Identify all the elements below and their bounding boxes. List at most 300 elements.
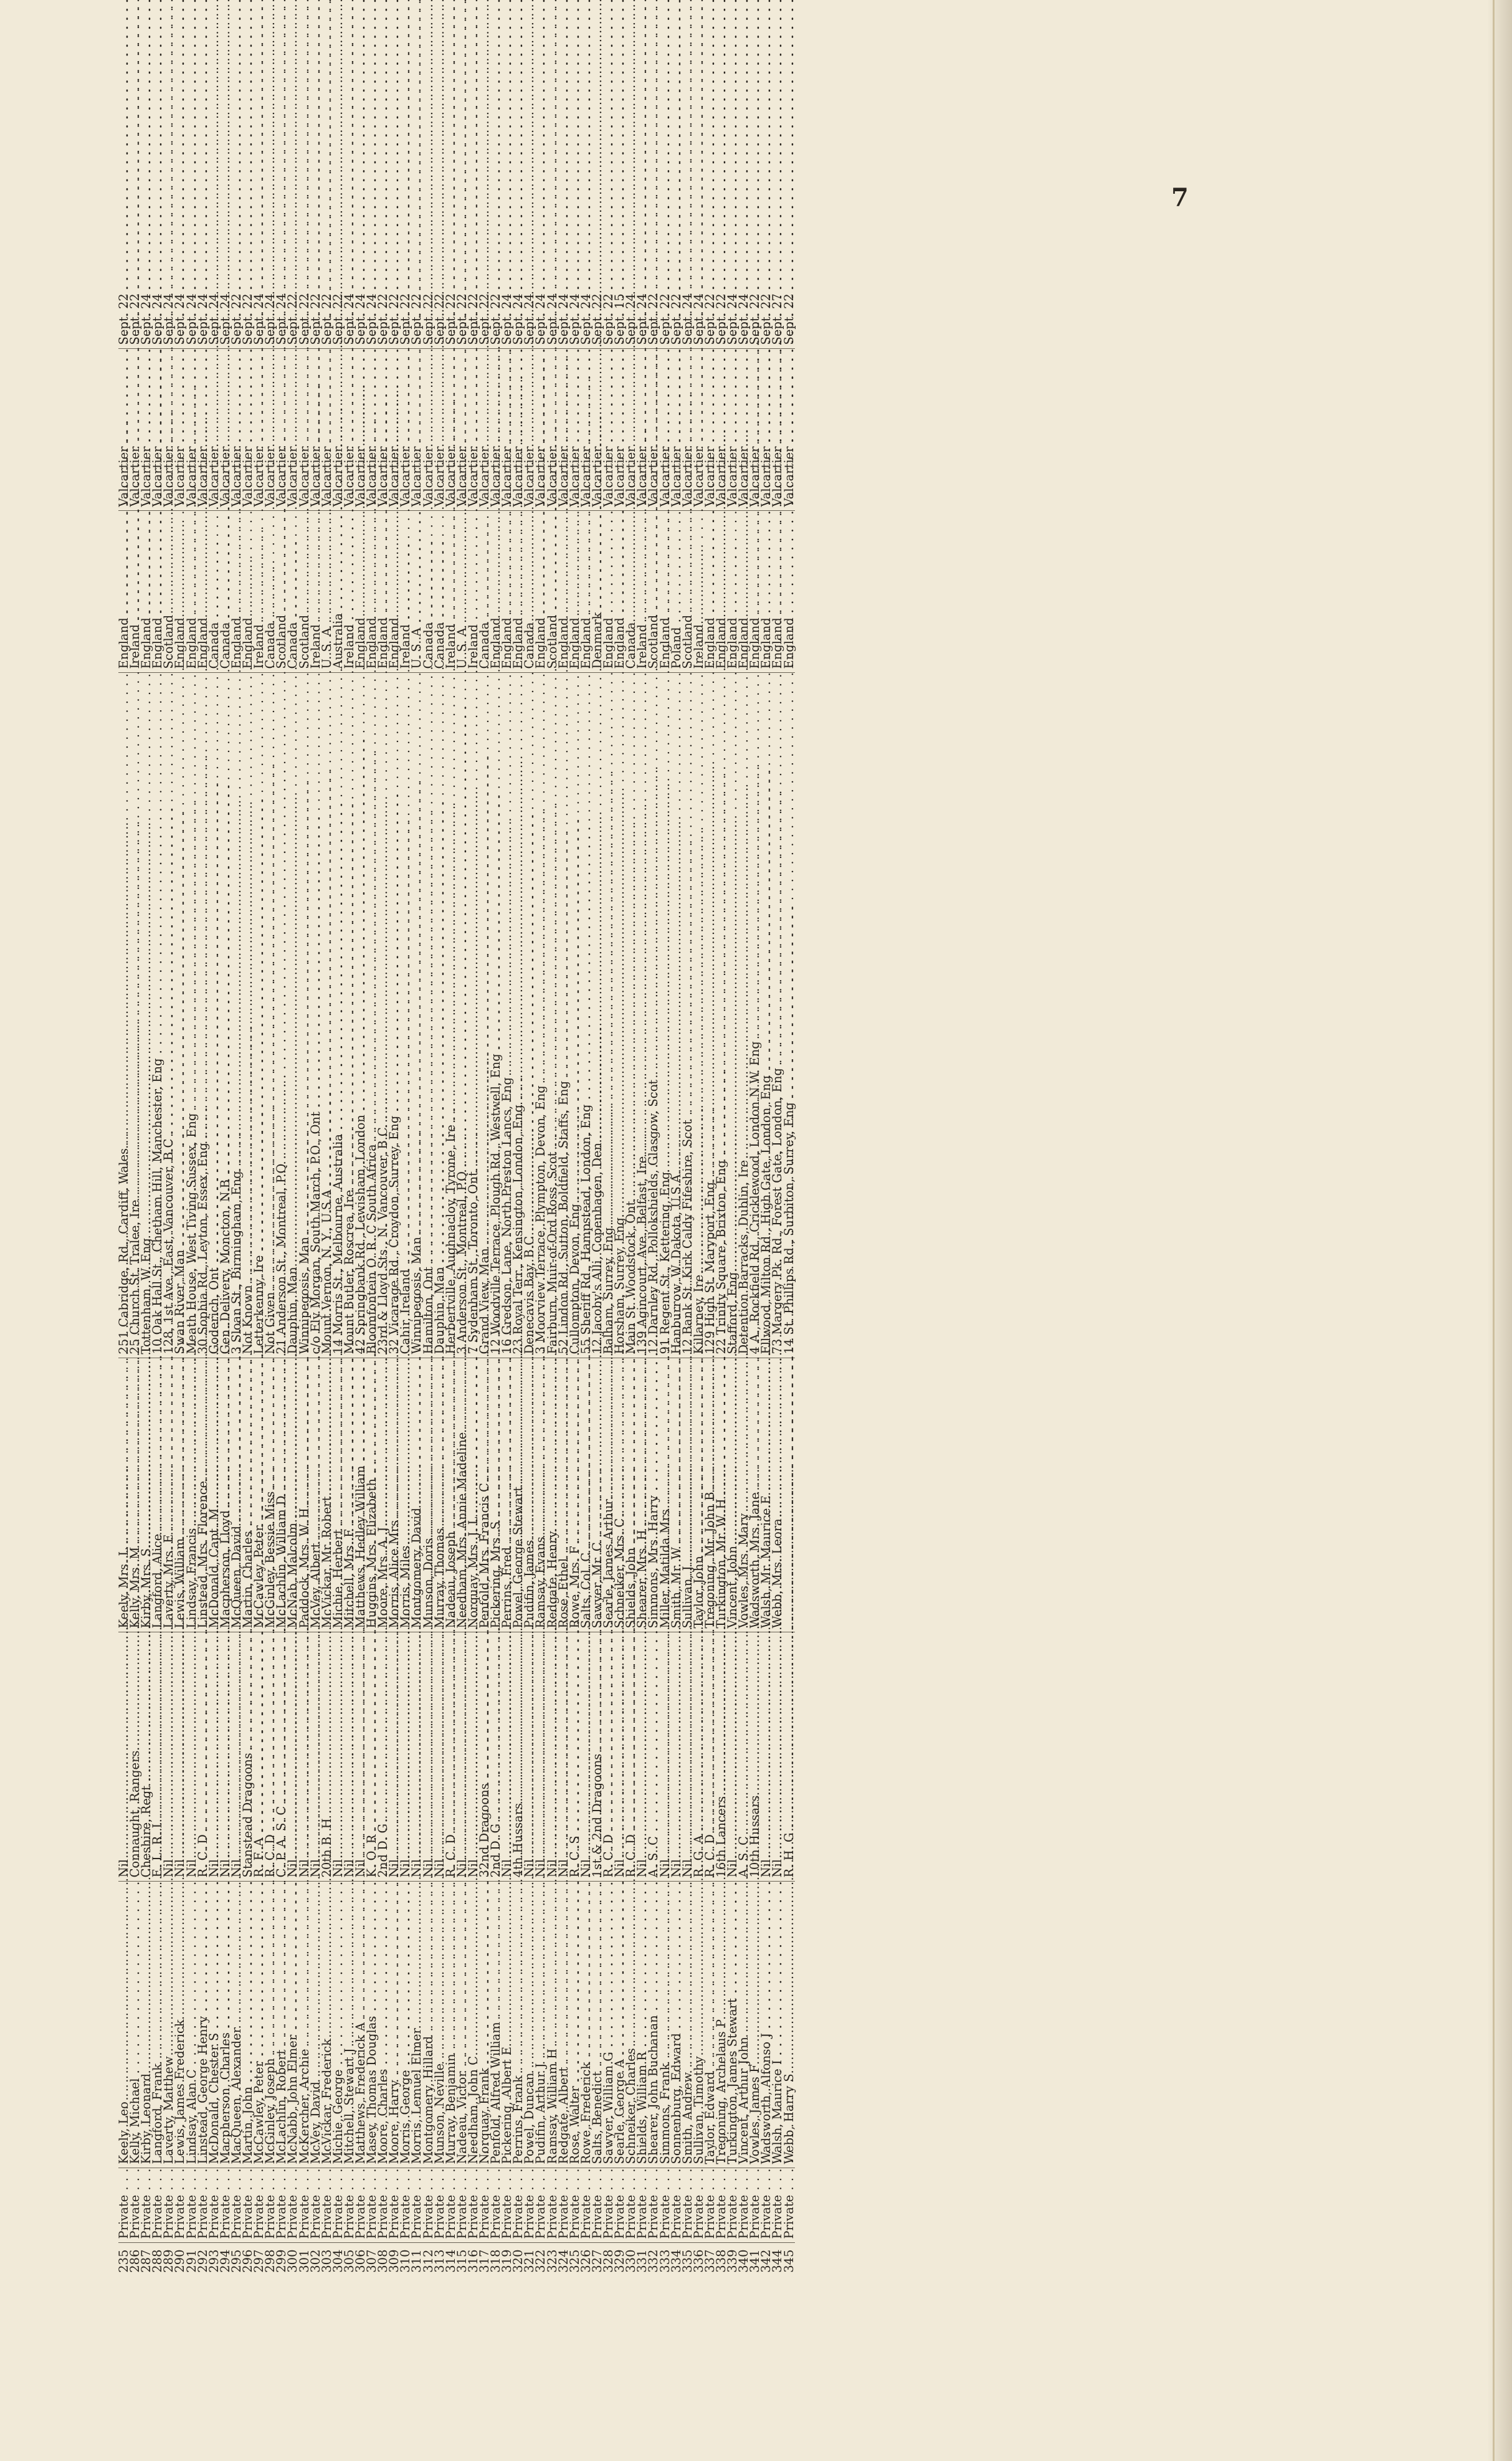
- roster-table: [118, 231, 795, 2305]
- kin-address: Denecavis Bay, B.C . . .: [524, 673, 535, 1358]
- next-of-kin: Schneiker, Mrs. C . . .: [614, 1358, 625, 1632]
- next-of-kin: Sawyer, Mr. C . . .: [592, 1358, 603, 1632]
- regimental-number: 311: [411, 2243, 422, 2305]
- regimental-number: 298: [265, 2243, 276, 2305]
- enlistment-date: Sept. 24: [725, 293, 740, 345]
- regimental-number: 345: [784, 2243, 795, 2305]
- soldier-name: Vowles, James F . . .: [749, 1882, 761, 2168]
- former-unit: Nil . . .: [423, 1632, 434, 1882]
- birth-country: Scotland . . .: [648, 511, 659, 673]
- birth-country: England . . .: [152, 511, 163, 673]
- soldier-name: McVickar, Frederick . . .: [321, 1882, 333, 2168]
- enlistment-date: Sept. 24: [624, 293, 639, 345]
- birth-country: Ireland . . .: [468, 511, 479, 673]
- soldier-name: Powel, Duncan . . .: [524, 1882, 535, 2168]
- rank: Private . . .: [705, 2168, 716, 2243]
- birth-country: Canada . . .: [524, 511, 535, 673]
- soldier-name: Nadeau, Victor . . .: [457, 1882, 468, 2168]
- former-unit: R. C. D . . .: [445, 1632, 457, 1882]
- regimental-number: 304: [333, 2243, 344, 2305]
- soldier-name: Matthews, Frederick A . . .: [355, 1882, 366, 2168]
- former-unit: R. C. D . . .: [603, 1632, 614, 1882]
- kin-address: 22 Trinity Square, Brixton, Eng . . .: [716, 673, 727, 1358]
- next-of-kin: Nadeau, Joseph . . .: [445, 1358, 457, 1632]
- enlistment-date: Sept. 24: [274, 293, 289, 345]
- regimental-number: 288: [152, 2243, 163, 2305]
- kin-address: 21 Anderson St., Montreal, P.Q . . .: [276, 673, 287, 1358]
- rank: Private . . .: [535, 2168, 546, 2243]
- kin-address: 32 Vicarage Rd., Croydon, Surrey, Eng . . .: [389, 673, 400, 1358]
- former-unit: Nil . . .: [524, 1632, 535, 1882]
- regimental-number: 324: [558, 2243, 569, 2305]
- soldier-name: Walsh, Maurice I . . .: [772, 1882, 783, 2168]
- next-of-kin: Vincent, John . . .: [727, 1358, 738, 1632]
- kin-address: Meath House, West Tiving Sussex, Eng . . .: [186, 673, 197, 1358]
- rank: Private . . .: [716, 2168, 727, 2243]
- enlistment-date: Sept. 24: [150, 293, 165, 345]
- regimental-number: 306: [355, 2243, 366, 2305]
- enlistment-place: Valcartier . . .: [603, 349, 614, 511]
- birth-country: England . . .: [581, 511, 592, 673]
- soldier-name: Linstead, George Henry . . .: [197, 1882, 209, 2168]
- regimental-number: 323: [547, 2243, 558, 2305]
- birth-country: England . . .: [366, 511, 378, 673]
- birth-country: England . . .: [197, 511, 209, 673]
- former-unit: R. G. A . . .: [693, 1632, 705, 1882]
- next-of-kin: Ramsay, Evans . . .: [535, 1358, 546, 1632]
- enlistment-place: Valcartier . . .: [411, 349, 422, 511]
- birth-country: U. S. A . . .: [457, 511, 468, 673]
- kin-address: 55 Sheriff Rd., Hampstead, London, Eng . . .: [581, 673, 592, 1358]
- soldier-name: McCawley, Peter . . .: [254, 1882, 265, 2168]
- next-of-kin: Sullivan, J . . .: [682, 1358, 693, 1632]
- enlistment-date: Sept. 22: [240, 293, 255, 345]
- soldier-name: Ramsay, William H . . .: [547, 1882, 558, 2168]
- soldier-name: Penfold, Alfred William . . .: [490, 1882, 502, 2168]
- birth-country: Scotland . . .: [299, 511, 310, 673]
- rank: Private . . .: [276, 2168, 287, 2243]
- enlistment-place: Valcartier . . .: [513, 349, 524, 511]
- kin-address: Hamilton, Ont . . .: [423, 673, 434, 1358]
- enlistment-date: Sept. 22: [759, 293, 774, 345]
- former-unit: Nil . . .: [400, 1632, 411, 1882]
- birth-country: England . . .: [378, 511, 389, 673]
- enlistment-date: Sept. 22: [387, 293, 402, 345]
- regimental-number: 303: [321, 2243, 333, 2305]
- rank: Private . . .: [682, 2168, 693, 2243]
- enlistment-place: Valcartier . . .: [445, 349, 457, 511]
- soldier-name: Searle, George A . . .: [614, 1882, 625, 2168]
- next-of-kin: Lewis, William . . .: [174, 1358, 186, 1632]
- birth-country: England . . .: [761, 511, 772, 673]
- former-unit: K. O. R . . .: [366, 1632, 378, 1882]
- former-unit: Nil . . .: [299, 1632, 310, 1882]
- enlistment-date: Sept. 22: [781, 293, 796, 345]
- kin-address: Killarney, Ire . . .: [693, 673, 705, 1358]
- soldier-name: McGinley, Joseph . . .: [265, 1882, 276, 2168]
- next-of-kin: McVickar, Mr. Robert . . .: [321, 1358, 333, 1632]
- soldier-name: Lewis, James Frederick . . .: [174, 1882, 186, 2168]
- rank: Private . . .: [333, 2168, 344, 2243]
- next-of-kin: Morris, Alice Mrs . . .: [389, 1358, 400, 1632]
- kin-address: 12 Jacoby's Alli, Copenhagen, Den . . .: [592, 673, 603, 1358]
- rank: Private . . .: [287, 2168, 298, 2243]
- enlistment-place: Valcartier . . .: [727, 349, 738, 511]
- birth-country: Canada . . .: [209, 511, 220, 673]
- enlistment-date: Sept. 22: [488, 293, 503, 345]
- enlistment-date: Sept. 24: [173, 293, 188, 345]
- enlistment-date: Sept. 24: [556, 293, 571, 345]
- next-of-kin: Keely, Mrs. L . . .: [118, 1358, 130, 1632]
- soldier-name: Langford, Frank . . .: [152, 1882, 163, 2168]
- rank: Private . . .: [625, 2168, 637, 2243]
- rank: Private . . .: [569, 2168, 581, 2243]
- birth-country: England . . .: [355, 511, 366, 673]
- rank: Private . . .: [648, 2168, 659, 2243]
- next-of-kin: Martin, Charles . . .: [242, 1358, 254, 1632]
- soldier-name: Morris, Lemuel Elmer . . .: [411, 1882, 422, 2168]
- next-of-kin: Huggins, Mrs. Elizabeth . . .: [366, 1358, 378, 1632]
- enlistment-place: Valcartier . . .: [378, 349, 389, 511]
- next-of-kin: Rose, Ethel . . .: [558, 1358, 569, 1632]
- kin-address: 129 High St. Maryport, Eng . . .: [705, 673, 716, 1358]
- enlistment-date: Sept. 22: [376, 293, 391, 345]
- enlistment-place: Valcartier . . .: [558, 349, 569, 511]
- former-unit: Nil . . .: [118, 1632, 130, 1882]
- enlistment-place: Valcartier . . .: [163, 349, 174, 511]
- soldier-name: Shearer, John Buchanan . . .: [648, 1882, 659, 2168]
- enlistment-date: Sept. 24: [195, 293, 210, 345]
- enlistment-date: Sept. 22: [409, 293, 424, 345]
- kin-address: Hanburrow, W. Dakota, U.S.A . . .: [671, 673, 682, 1358]
- enlistment-place: Valcartier . . .: [693, 349, 705, 511]
- regimental-number: 342: [761, 2243, 772, 2305]
- birth-country: England . . .: [772, 511, 783, 673]
- regimental-number: 333: [660, 2243, 671, 2305]
- enlistment-date: Sept. 24: [161, 293, 176, 345]
- birth-country: England . . .: [603, 511, 614, 673]
- kin-address: Not Known . . .: [242, 673, 254, 1358]
- roster-body: [118, 231, 795, 2305]
- former-unit: 1st & 2nd Dragoons . . .: [592, 1632, 603, 1882]
- next-of-kin: Smith, Mr. W . . .: [671, 1358, 682, 1632]
- soldier-name: McNabb, John Elmer . . .: [287, 1882, 298, 2168]
- regimental-number: 329: [614, 2243, 625, 2305]
- kin-address: 23rd & Lloyd Sts., N. Vancouver, B.C . . .: [378, 673, 389, 1358]
- birth-country: U. S. A . . .: [321, 511, 333, 673]
- kin-address: 16 Gredson, Lane, North Preston Lancs, Eng . . .: [502, 673, 513, 1358]
- former-unit: E. L. R. I . . .: [152, 1632, 163, 1882]
- enlistment-place: Valcartier . . .: [287, 349, 298, 511]
- former-unit: Connaught, Rangers . . .: [130, 1632, 141, 1882]
- enlistment-place: Valcartier . . .: [389, 349, 400, 511]
- rank: Private . . .: [749, 2168, 761, 2243]
- former-unit: Nil . . .: [174, 1632, 186, 1882]
- enlistment-date: Sept. 22: [421, 293, 435, 345]
- rank: Private . . .: [468, 2168, 479, 2243]
- kin-address: Mount Vernon, N. Y., U.S.A . . .: [321, 673, 333, 1358]
- soldier-name: Shields, William R . . .: [637, 1882, 648, 2168]
- kin-address: 52 Lindon Rd., Sutton, Boldfield, Staffs, Eng . . .: [558, 673, 569, 1358]
- soldier-name: Pudifin, Arthur J . . .: [535, 1882, 546, 2168]
- enlistment-place: Valcartier . . .: [490, 349, 502, 511]
- regimental-number: 317: [479, 2243, 490, 2305]
- rank: Private . . .: [378, 2168, 389, 2243]
- enlistment-place: Valcartier . . .: [152, 349, 163, 511]
- enlistment-date: Sept. 24: [184, 293, 199, 345]
- soldier-name: Webb, Harry S . . .: [784, 1882, 795, 2168]
- regimental-number: 331: [637, 2243, 648, 2305]
- regimental-number: 332: [648, 2243, 659, 2305]
- birth-country: Scotland . . .: [276, 511, 287, 673]
- former-unit: R. C. D . . .: [625, 1632, 637, 1882]
- birth-country: Canada . . .: [220, 511, 231, 673]
- next-of-kin: McCawley, Peter . . .: [254, 1358, 265, 1632]
- former-unit: R. H. G . . .: [784, 1632, 795, 1882]
- enlistment-date: Sept. 24: [544, 293, 559, 345]
- enlistment-place: Valcartier . . .: [254, 349, 265, 511]
- enlistment-date: Sept. 24: [522, 293, 537, 345]
- rank: Private . . .: [581, 2168, 592, 2243]
- enlistment-place: Valcartier . . .: [468, 349, 479, 511]
- soldier-name: Masey, Thomas Douglas . . .: [366, 1882, 378, 2168]
- soldier-name: Morris, George . . .: [400, 1882, 411, 2168]
- soldier-name: Mitchell, Stewart J . . .: [344, 1882, 355, 2168]
- soldier-name: Moore, Charles . . .: [378, 1882, 389, 2168]
- kin-address: Balham, Surrey, Eng . . .: [603, 673, 614, 1358]
- rank: Private . . .: [209, 2168, 220, 2243]
- enlistment-place: Valcartier . . .: [434, 349, 445, 511]
- former-unit: Nil . . .: [434, 1632, 445, 1882]
- soldier-name: Rose, Walter . . .: [569, 1882, 581, 2168]
- birth-country: England . . .: [513, 511, 524, 673]
- former-unit: Cheshire, Regt . . .: [141, 1632, 152, 1882]
- next-of-kin: Norquay, Mrs. J. L . . .: [468, 1358, 479, 1632]
- birth-country: England . . .: [242, 511, 254, 673]
- rank: Private . . .: [479, 2168, 490, 2243]
- soldier-name: McKercher, Archie . . .: [299, 1882, 310, 2168]
- regimental-number: 330: [625, 2243, 637, 2305]
- birth-country: Canada . . .: [434, 511, 445, 673]
- former-unit: Nil . . .: [468, 1632, 479, 1882]
- birth-country: Ireland . . .: [693, 511, 705, 673]
- soldier-name: Munson, Neville . . .: [434, 1882, 445, 2168]
- enlistment-date: Sept. 22: [116, 293, 131, 345]
- next-of-kin: McDonald, Capt. M . . .: [209, 1358, 220, 1632]
- enlistment-place: Valcartier . . .: [299, 349, 310, 511]
- enlistment-date: Sept. 22: [713, 293, 728, 345]
- rank: Private . . .: [761, 2168, 772, 2243]
- soldier-name: McLachlin, Robert . . .: [276, 1882, 287, 2168]
- birth-country: England . . .: [569, 511, 581, 673]
- birth-country: U. S. A . . .: [411, 511, 422, 673]
- former-unit: Nil . . .: [457, 1632, 468, 1882]
- rank: Private . . .: [355, 2168, 366, 2243]
- kin-address: 3 Moorview Terrace, Plympton, Devon, Eng . . .: [535, 673, 546, 1358]
- kin-address: Swan River, Man . . .: [174, 673, 186, 1358]
- next-of-kin: Turkington, Mr. W. H . . .: [716, 1358, 727, 1632]
- soldier-name: Laverty, Matthew . . .: [163, 1882, 174, 2168]
- enlistment-date: Sept. 24: [217, 293, 232, 345]
- regimental-number: 338: [716, 2243, 727, 2305]
- binding-line: [1493, 0, 1495, 2461]
- former-unit: Nil . . .: [614, 1632, 625, 1882]
- enlistment-place: Valcartier . . .: [761, 349, 772, 511]
- kin-address: Ellwood, Milton Rd., High Gate, London, Eng . . .: [761, 673, 772, 1358]
- next-of-kin: Simmons, Mrs. Harry . . .: [648, 1358, 659, 1632]
- former-unit: Nil . . .: [637, 1632, 648, 1882]
- enlistment-place: Valcartier . . .: [118, 349, 130, 511]
- enlistment-date: Sept. 22: [646, 293, 661, 345]
- next-of-kin: McVey, Albert . . .: [310, 1358, 321, 1632]
- rank: Private . . .: [152, 2168, 163, 2243]
- kin-address: 30 Sophia Rd., Leyton, Essex, Eng . . .: [197, 673, 209, 1358]
- former-unit: R. F. A . . .: [254, 1632, 265, 1882]
- rank: Private . . .: [547, 2168, 558, 2243]
- regimental-number: 314: [445, 2243, 457, 2305]
- regimental-number: 326: [581, 2243, 592, 2305]
- former-unit: A. S. C . . .: [648, 1632, 659, 1882]
- rank: Private . . .: [434, 2168, 445, 2243]
- birth-country: Ireland . . .: [637, 511, 648, 673]
- enlistment-date: Sept. 24: [263, 293, 278, 345]
- rank: Private . . .: [174, 2168, 186, 2243]
- birth-country: Canada . . .: [423, 511, 434, 673]
- enlistment-place: Valcartier . . .: [637, 349, 648, 511]
- soldier-name: Sawyer, William G . . .: [603, 1882, 614, 2168]
- regimental-number: 336: [693, 2243, 705, 2305]
- enlistment-place: Valcartier . . .: [648, 349, 659, 511]
- regimental-number: 291: [186, 2243, 197, 2305]
- enlistment-date: Sept. 24: [635, 293, 650, 345]
- birth-country: Ireland . . .: [400, 511, 411, 673]
- rank: Private . . .: [738, 2168, 749, 2243]
- enlistment-place: Valcartier . . .: [749, 349, 761, 511]
- rank: Private . . .: [321, 2168, 333, 2243]
- regimental-number: 295: [231, 2243, 242, 2305]
- regimental-number: 334: [671, 2243, 682, 2305]
- next-of-kin: Webb, Mrs. Leora . . .: [772, 1358, 783, 1632]
- rank: Private . . .: [693, 2168, 705, 2243]
- former-unit: A. S. C . . .: [738, 1632, 749, 1882]
- former-unit: Nil . . .: [682, 1632, 693, 1882]
- regimental-number: 305: [344, 2243, 355, 2305]
- enlistment-place: Valcartier . . .: [592, 349, 603, 511]
- kin-address: Gen. Delivery, Moncton, N.B . . .: [220, 673, 231, 1358]
- rank: Private . . .: [220, 2168, 231, 2243]
- next-of-kin: Kirby, Mrs. S . . .: [141, 1358, 152, 1632]
- former-unit: 2nd D. G . . .: [378, 1632, 389, 1882]
- regimental-number: 322: [535, 2243, 546, 2305]
- next-of-kin: Tregoning, Mr. John B . . .: [705, 1358, 716, 1632]
- rank: Private . . .: [490, 2168, 502, 2243]
- soldier-name: McDonald, Chester S . . .: [209, 1882, 220, 2168]
- regimental-number: 339: [727, 2243, 738, 2305]
- enlistment-place: Valcartier . . .: [716, 349, 727, 511]
- soldier-name: Norquay, Frank . . .: [479, 1882, 490, 2168]
- former-unit: 2nd D. G . . .: [490, 1632, 502, 1882]
- next-of-kin: Wadsworth, Mrs. Jane . . .: [749, 1358, 761, 1632]
- rank: Private . . .: [727, 2168, 738, 2243]
- soldier-name: Wadsworth, Alfonso J . . .: [761, 1882, 772, 2168]
- next-of-kin: Taylor, John . . .: [693, 1358, 705, 1632]
- soldier-name: MacQueen, Alexander . . .: [231, 1882, 242, 2168]
- enlistment-place: Valcartier . . .: [265, 349, 276, 511]
- soldier-name: Redgate, Albert . . .: [558, 1882, 569, 2168]
- kin-address: 14 St. Phillips Rd., Surbiton, Surrey, Eng . . .: [784, 673, 795, 1358]
- former-unit: Nil . . .: [547, 1632, 558, 1882]
- soldier-name: Taylor, Edward . . .: [705, 1882, 716, 2168]
- soldier-name: Montgomery, Hillard . . .: [423, 1882, 434, 2168]
- former-unit: Nil . . .: [558, 1632, 569, 1882]
- rotated-roster: [118, 231, 1372, 2305]
- birth-country: Scotland . . .: [163, 511, 174, 673]
- rank: Private . . .: [299, 2168, 310, 2243]
- soldier-name: Lindsay, Alan C . . .: [186, 1882, 197, 2168]
- enlistment-place: Valcartier . . .: [400, 349, 411, 511]
- page-number: 7: [1171, 183, 1189, 212]
- next-of-kin: Langford, Alice . . .: [152, 1358, 163, 1632]
- enlistment-place: Valcartier . . .: [231, 349, 242, 511]
- soldier-name: Salts, Benedict . . .: [592, 1882, 603, 2168]
- regimental-number: 296: [242, 2243, 254, 2305]
- next-of-kin: Rowe, Mrs. F . . .: [569, 1358, 581, 1632]
- soldier-name: Tregoning, Archelaus P . . .: [716, 1882, 727, 2168]
- regimental-number: 335: [682, 2243, 693, 2305]
- soldier-name: Moore, Harry . . .: [389, 1882, 400, 2168]
- rank: Private . . .: [445, 2168, 457, 2243]
- kin-address: 12 Bank St. Kirk Caldy Fifeshire, Scot . . .: [682, 673, 693, 1358]
- former-unit: 10th Hussars . . .: [749, 1632, 761, 1882]
- enlistment-place: Valcartier . . .: [321, 349, 333, 511]
- rank: Private . . .: [163, 2168, 174, 2243]
- kin-address: Horsham, Surrey, Eng . . .: [614, 673, 625, 1358]
- enlistment-date: Sept. 24: [567, 293, 582, 345]
- next-of-kin: Linstead, Mrs. Florence . . .: [197, 1358, 209, 1632]
- former-unit: Nil . . .: [163, 1632, 174, 1882]
- enlistment-date: Sept. 22: [465, 293, 480, 345]
- next-of-kin: Powel, George Stewart . . .: [513, 1358, 524, 1632]
- birth-country: England . . .: [141, 511, 152, 673]
- regimental-number: 310: [400, 2243, 411, 2305]
- birth-country: Poland . . .: [671, 511, 682, 673]
- rank: Private . . .: [637, 2168, 648, 2243]
- birth-country: England . . .: [174, 511, 186, 673]
- former-unit: Nil . . .: [411, 1632, 422, 1882]
- rank: Private . . .: [502, 2168, 513, 2243]
- rank: Private . . .: [603, 2168, 614, 2243]
- former-unit: 20th B. H . . .: [321, 1632, 333, 1882]
- former-unit: Nil . . .: [344, 1632, 355, 1882]
- birth-country: Ireland . . .: [130, 511, 141, 673]
- next-of-kin: Searle, James Arthur . . .: [603, 1358, 614, 1632]
- soldier-name: Needham, John C . . .: [468, 1882, 479, 2168]
- kin-address: 25 Church St. Tralee, Ire . . .: [130, 673, 141, 1358]
- enlistment-date: Sept. 22: [702, 293, 717, 345]
- birth-country: Scotland . . .: [547, 511, 558, 673]
- former-unit: Nil . . .: [772, 1632, 783, 1882]
- enlistment-place: Valcartier . . .: [276, 349, 287, 511]
- enlistment-date: Sept. 24: [511, 293, 526, 345]
- former-unit: 4th Hussars . . .: [513, 1632, 524, 1882]
- birth-country: Canada . . .: [287, 511, 298, 673]
- former-unit: 32nd Dragoons . . .: [479, 1632, 490, 1882]
- birth-country: Ireland . . .: [310, 511, 321, 673]
- former-unit: Nil . . .: [502, 1632, 513, 1882]
- regimental-number: 302: [310, 2243, 321, 2305]
- next-of-kin: Vowles, Mrs. Mary . . .: [738, 1358, 749, 1632]
- kin-address: Bloomfontein O. R. C South Africa . . .: [366, 673, 378, 1358]
